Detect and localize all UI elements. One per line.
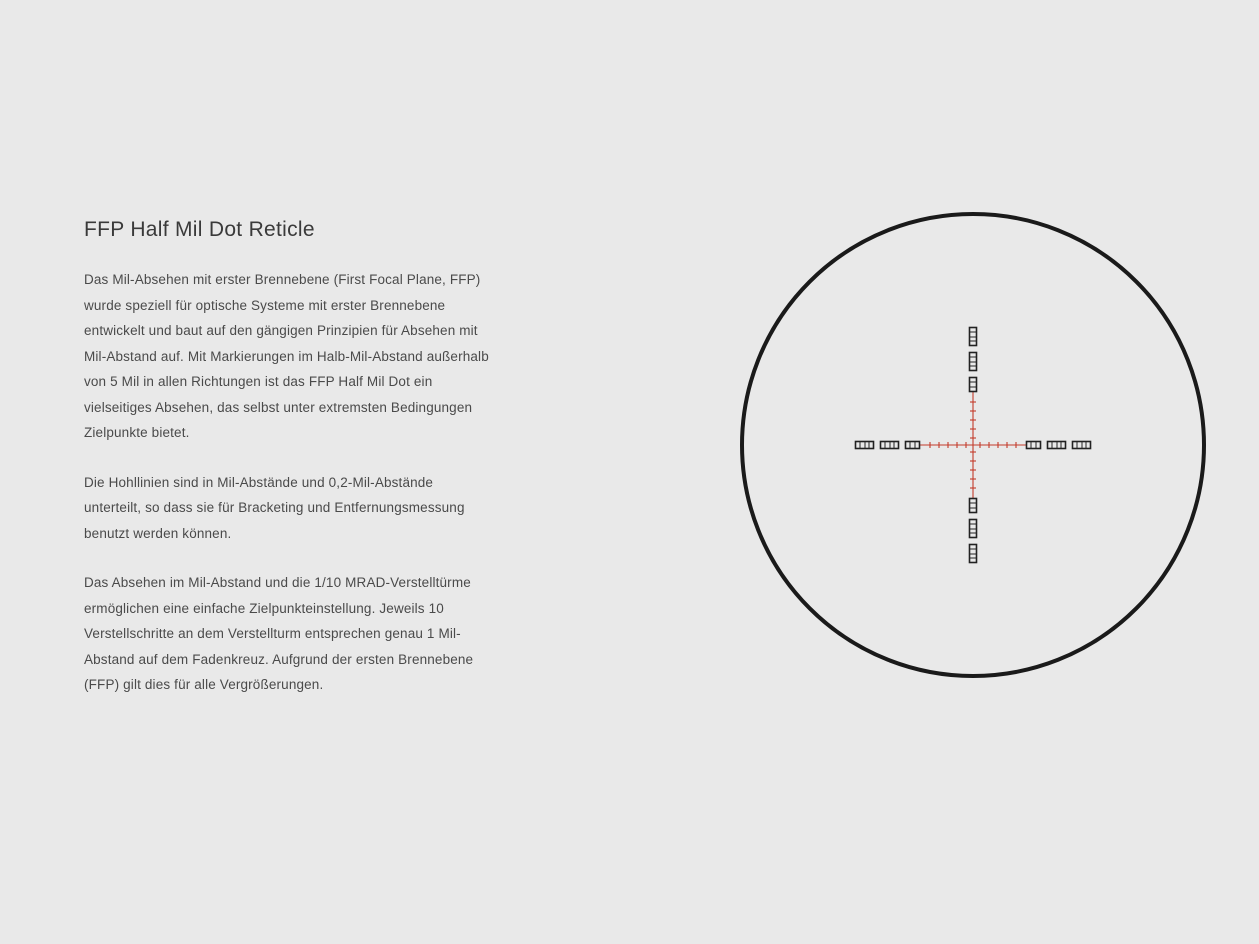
paragraph-1: Das Mil-Absehen mit erster Brennebene (First Focal Plane, FFP) wurde speziell für optische Systeme mit erster Brennebene entwickelt und baut auf den gängigen Prinzipien für Absehen mit Mil-Abstand auf. Mit Markierungen im Halb-Mil-Abstand außerhalb von 5 Mil in allen Richtungen ist das FFP Half Mil Dot ein vielseitiges Absehen, das selbst unter extremsten Bedingungen Zielpunkte bietet. (84, 272, 489, 441)
paragraph-2: Die Hohllinien sind in Mil-Abstände und 0,2-Mil-Abstände unterteilt, so dass sie für Bracketing und Entfernungsmessung benutzt werden können. (84, 474, 465, 541)
reticle-figure (740, 212, 1210, 682)
page-title: FFP Half Mil Dot Reticle (84, 218, 315, 241)
reticle-center-cross (920, 392, 1026, 498)
paragraph-3: Das Absehen im Mil-Abstand und die 1/10 MRAD-Verstelltürme ermöglichen eine einfache Zielpunkteinstellung. Jeweils 10 Verstellschritte an dem Verstellturm entsprechen genau 1 Mil-Abstand auf dem Fadenkreuz. Aufgrund der ersten Brennebene (FFP) gilt dies für alle Vergrößerungen. (84, 575, 474, 693)
reticle-crosshair (740, 212, 1206, 678)
text-column (84, 216, 494, 698)
